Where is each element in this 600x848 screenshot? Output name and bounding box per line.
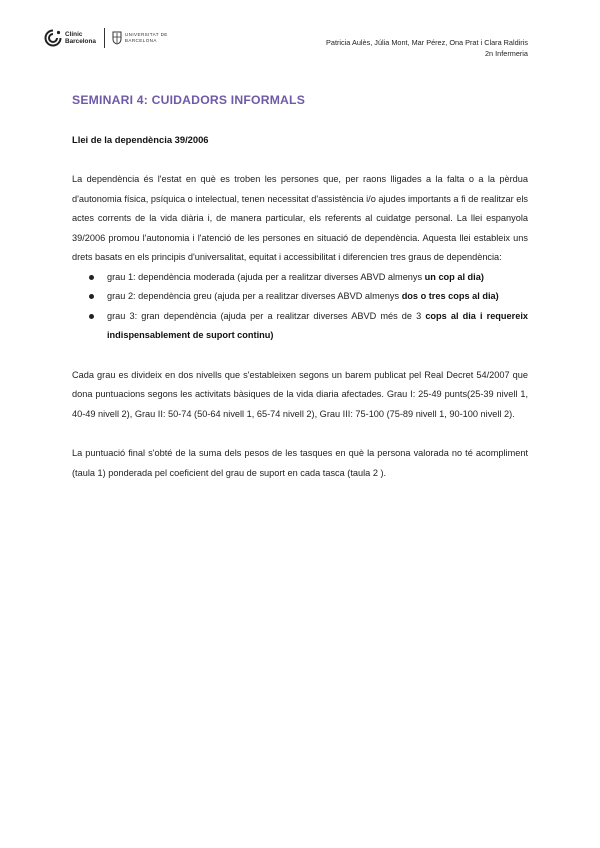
list-item-grade-1: grau 1: dependència moderada (ajuda per a realitzar diverses ABVD almenys un cop al dia) (72, 268, 528, 288)
list-item-grade-2: grau 2: dependència greu (ajuda per a realitzar diverses ABVD almenys dos o tres cops al dia) (72, 287, 528, 307)
header-authors (326, 37, 528, 59)
paragraph-final-score: La puntuació final s'obté de la suma dels pesos de les tasques en què la persona valorada no té acompliment (taula 1) ponderada pel coeficient del grau de suport en cada tasca (taula 2 ). (72, 448, 528, 478)
paragraph-grade-levels: Cada grau es divideix en dos nivells que s'estableixen segons un barem publicat pel Real Decret 54/2007 que dona puntuacions segons les activitats bàsiques de la vida diaria afectades. Grau I: 25-49 punts(25-39 nivell 1, 40-49 nivell 2), Grau II: 50-74 (50-64 nivell 1, 65-74 nivell 2), Grau III: 75-100 (75-89 nivell 1, 90-100 nivell 2). (72, 369, 528, 419)
logos (44, 28, 168, 48)
clinic-logo-text: Clínic Barcelona (65, 31, 96, 45)
authors-line: Patricia Aulès, Júlia Mont, Mar Pérez, Ona Prat i Clara Raldiris (326, 38, 528, 47)
course-line: 2n Infermeria (485, 49, 528, 58)
university-crest-icon (112, 31, 122, 45)
bullet-icon (89, 294, 94, 299)
page-header (0, 0, 600, 60)
clinic-logo-icon (44, 29, 62, 47)
document-body (72, 170, 528, 483)
list-item-grade-3: grau 3: gran dependència (ajuda per a realitzar diverses ABVD més de 3 cops al dia i requereix indispensablement de suport continu) (72, 307, 528, 346)
university-logo-text: UNIVERSITAT DE BARCELONA (124, 32, 168, 43)
bullet-icon (89, 275, 94, 280)
logo-divider (104, 28, 105, 48)
bullet-icon (89, 314, 94, 319)
spacer (72, 346, 528, 366)
paragraph-dependency-definition: La dependència és l'estat en què es troben les persones que, per raons lligades a la falta o a la pèrdua d'autonomia física, psíquica o intelectual, tenen necessitat d'assistència i/o ajudes importants a fi de realitzar els actes corrents de la vida diària i, de manera particular, els referents al cuidatge personal. La llei espanyola 39/2006 promou l'autonomia i l'atenció de les persones en situació de dependència. Aquesta llei estableix uns drets basats en els principis d'universalitat, equitat i accessibilitat i diferencien tres graus de dependència: (72, 174, 528, 262)
page-title: SEMINARI 4: CUIDADORS INFORMALS (72, 93, 306, 107)
spacer (72, 424, 528, 444)
dependency-grades-list (72, 268, 528, 346)
section-subtitle: Llei de la dependència 39/2006 (72, 134, 209, 145)
